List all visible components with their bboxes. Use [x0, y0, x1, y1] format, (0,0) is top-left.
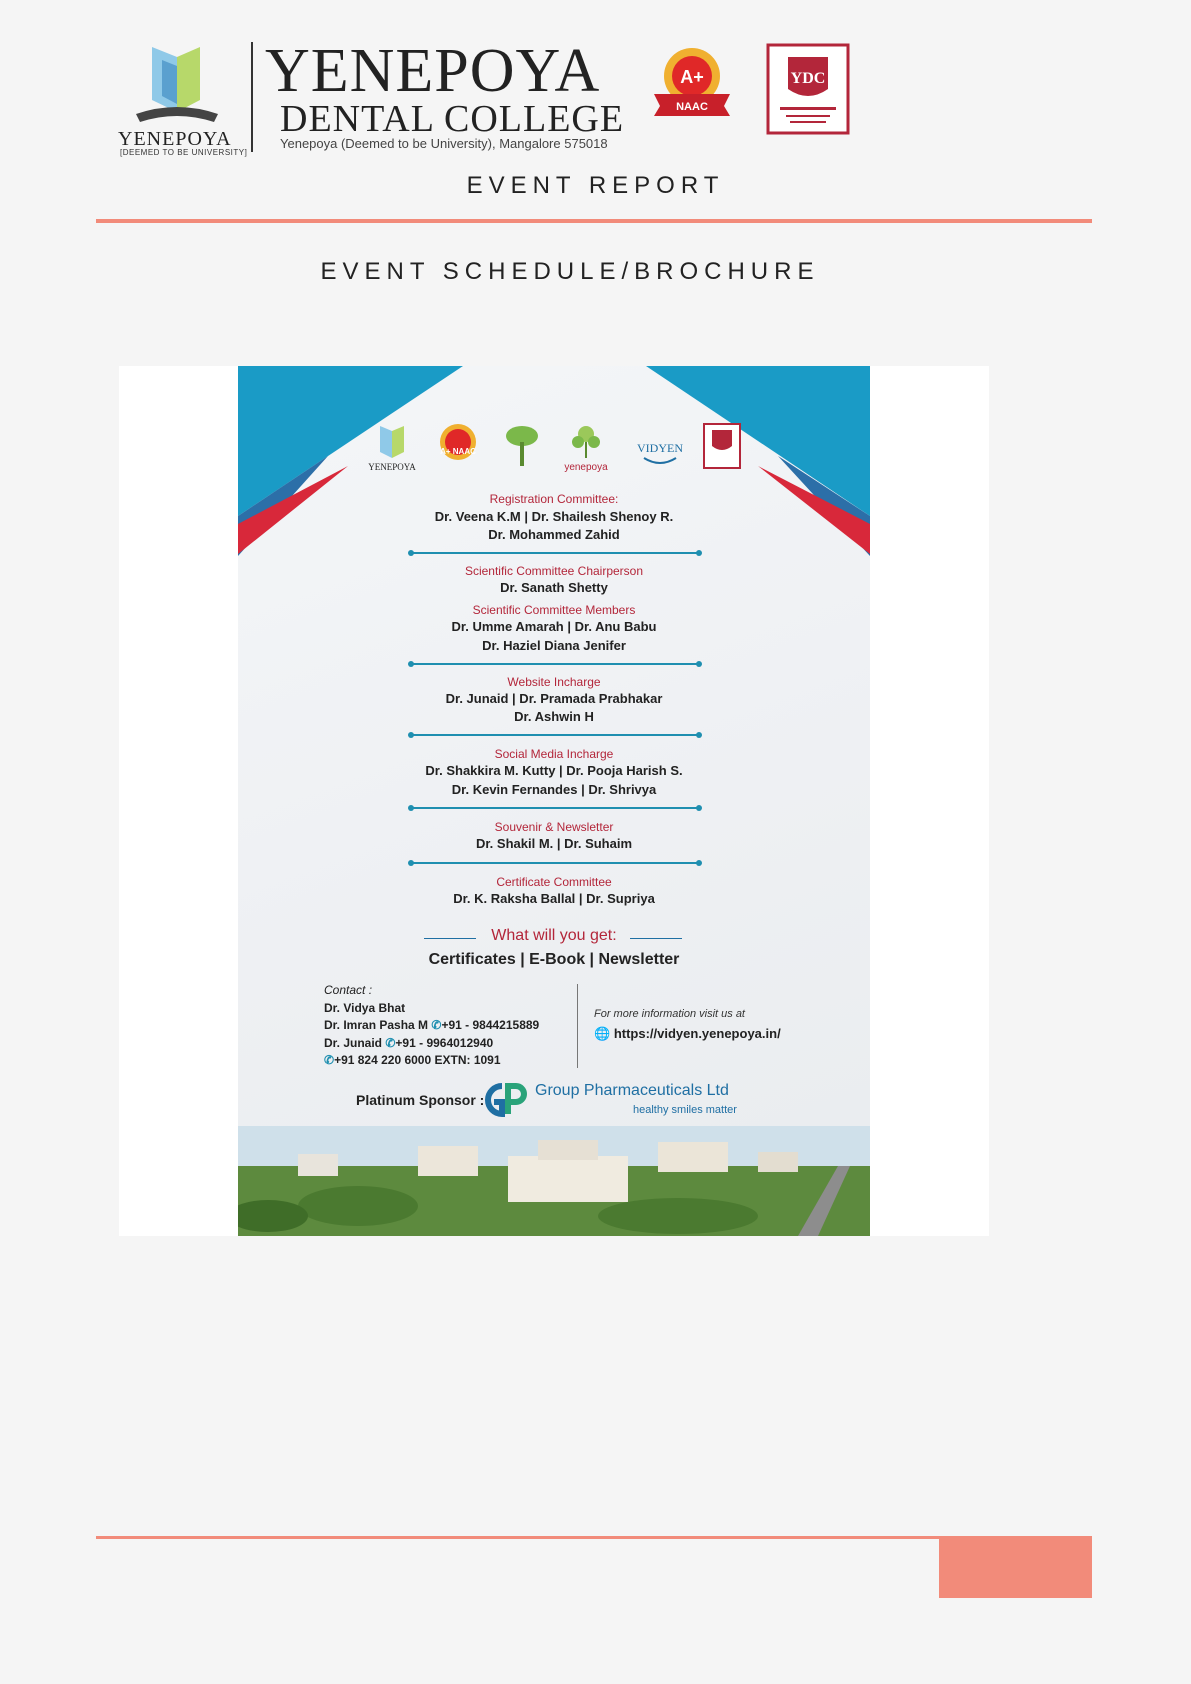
- ydc-crest-logo: [766, 43, 850, 135]
- sponsor-name: Group Pharmaceuticals Ltd: [535, 1082, 729, 1099]
- committee-heading-scientific-members: Scientific Committee Members: [472, 603, 636, 617]
- committee-names: Dr. Sanath Shetty: [500, 580, 608, 595]
- contact-label: Contact :: [324, 983, 373, 997]
- info-text: For more information visit us at: [594, 1008, 745, 1020]
- committee-names: Dr. Mohammed Zahid: [488, 527, 620, 542]
- brochure-poster: [238, 366, 870, 1236]
- contact-name: Dr. Junaid: [324, 1035, 383, 1050]
- committee-heading-scientific-chair: Scientific Committee Chairperson: [464, 564, 644, 578]
- svg-text:VIDYEN: VIDYEN: [637, 441, 683, 455]
- contact-phone[interactable]: +91 - 9844215889: [441, 1018, 540, 1032]
- committee-names: Dr. Haziel Diana Jenifer: [482, 638, 626, 653]
- campus-photo: [238, 1126, 870, 1236]
- committee-names: Dr. Veena K.M | Dr. Shailesh Shenoy R.: [434, 509, 674, 524]
- poster-ydc-logo: [702, 422, 742, 474]
- naac-badge: [652, 46, 732, 118]
- phone-icon: ✆: [324, 1053, 335, 1067]
- contact-name: Dr. Imran Pasha M: [324, 1018, 429, 1032]
- report-title: EVENT REPORT: [466, 172, 725, 199]
- committee-heading-website: Website Incharge: [507, 675, 601, 689]
- poster-university-logo: [366, 422, 418, 474]
- poster-separator: [410, 552, 700, 554]
- committee-names: Dr. Umme Amarah | Dr. Anu Babu: [451, 619, 657, 634]
- header-rule: [96, 219, 1092, 223]
- committee-names: Dr. K. Raksha Ballal | Dr. Supriya: [453, 891, 655, 906]
- committee-heading-registration: Registration Committee:: [489, 492, 619, 506]
- committee-heading-souvenir: Souvenir & Newsletter: [494, 820, 614, 834]
- svg-text:YDC: YDC: [790, 70, 826, 87]
- sponsor-logo: [478, 1080, 528, 1120]
- poster-separator: [410, 807, 700, 809]
- globe-icon: 🌐: [594, 1026, 611, 1041]
- poster-separator: [410, 734, 700, 736]
- contact-block: [324, 982, 539, 1070]
- committee-heading-certificate: Certificate Committee: [496, 875, 612, 889]
- svg-text:A+ NAAC: A+ NAAC: [440, 447, 476, 456]
- college-name-line1: YENEPOYA: [265, 37, 601, 105]
- contact-phone[interactable]: +91 - 9964012940: [395, 1035, 494, 1050]
- poster-vidyen-logo: [630, 422, 690, 474]
- committee-names: Dr. Ashwin H: [514, 709, 594, 724]
- committee-names: Dr. Junaid | Dr. Pramada Prabhakar: [445, 691, 663, 706]
- university-logo-subtext: [DEEMED TO BE UNIVERSITY]: [120, 148, 248, 157]
- committee-heading-social-media: Social Media Incharge: [494, 747, 614, 761]
- university-logo-text: YENEPOYA: [118, 128, 232, 150]
- svg-text:yenepoya: yenepoya: [564, 462, 608, 473]
- phone-icon: ✆: [431, 1018, 442, 1032]
- college-location: Yenepoya (Deemed to be University), Mangalore 575018: [280, 136, 608, 151]
- sponsor-label: Platinum Sponsor :: [356, 1092, 485, 1108]
- benefits-heading: What will you get:: [491, 927, 617, 944]
- svg-text:YENEPOYA: YENEPOYA: [368, 462, 416, 472]
- committee-names: Dr. Shakil M. | Dr. Suhaim: [475, 836, 633, 851]
- contact-phone[interactable]: +91 824 220 6000 EXTN: 1091: [334, 1053, 501, 1067]
- website-url[interactable]: https://vidyen.yenepoya.in/: [613, 1026, 781, 1041]
- poster-naac-logo: [436, 422, 480, 474]
- sponsor-tagline: healthy smiles matter: [633, 1104, 737, 1116]
- website-link[interactable]: [594, 1026, 781, 1042]
- naac-label: NAAC: [676, 101, 708, 113]
- phone-icon: ✆: [385, 1035, 396, 1050]
- poster-separator: [410, 862, 700, 864]
- college-name-line2: DENTAL COLLEGE: [280, 98, 625, 140]
- naac-grade: A+: [680, 67, 704, 87]
- poster-yenepoya-tree-logo: [556, 422, 616, 474]
- committee-names: Dr. Kevin Fernandes | Dr. Shrivya: [451, 782, 657, 797]
- poster-tree-logo: [500, 422, 544, 474]
- contact-divider: [577, 984, 578, 1068]
- footer-accent-box: [939, 1536, 1092, 1598]
- poster-separator: [410, 663, 700, 665]
- contact-name: Dr. Vidya Bhat: [324, 1000, 406, 1015]
- benefits-list: Certificates | E-Book | Newsletter: [428, 951, 680, 968]
- committee-names: Dr. Shakkira M. Kutty | Dr. Pooja Harish S.: [425, 763, 683, 778]
- section-title: EVENT SCHEDULE/BROCHURE: [320, 258, 820, 285]
- university-logo: [132, 42, 222, 128]
- header-divider: [251, 42, 253, 152]
